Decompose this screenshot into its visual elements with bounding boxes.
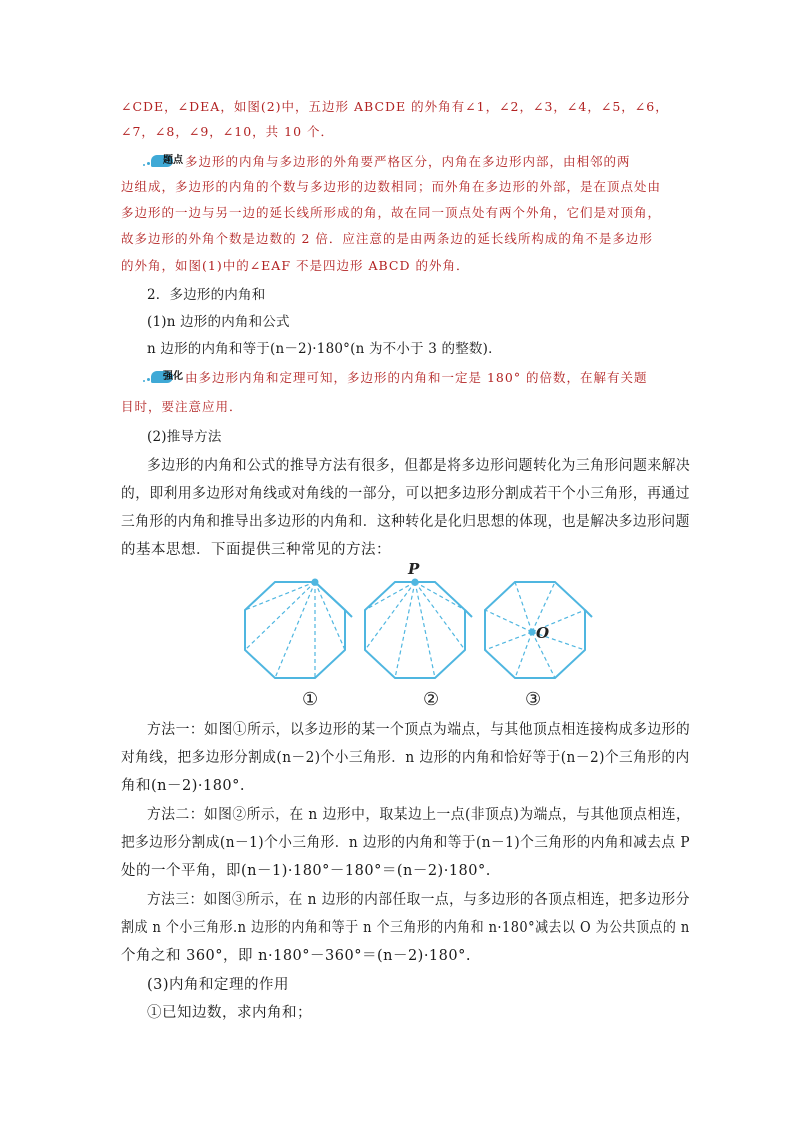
point-p <box>413 580 418 585</box>
paragraph-line: 把多边形分割成(n－1)个小三角形．n 边形的内角和等于(n－1)个三角形的内角和减去点 P <box>121 835 691 851</box>
subsection-heading: (3)内角和定理的作用 <box>147 977 290 993</box>
paragraph-line: ①已知边数，求内角和； <box>147 1005 312 1021</box>
paragraph-line: 对角线，把多边形分割成(n－2)个小三角形．n 边形的内角和恰好等于(n－2)个三角形的内 <box>121 750 690 766</box>
paragraph-line: 方法一：如图①所示，以多边形的某一个顶点为端点，与其他顶点相连接构成多边形的 <box>147 722 691 738</box>
note-line <box>147 152 667 172</box>
paragraph-line: 角和(n－2)·180°. <box>121 778 246 794</box>
paragraph-line: 个角之和 360°，即 n·180°－360°＝(n－2)·180°. <box>121 948 471 964</box>
text-line: 的外角，如图(1)中的∠EAF 不是四边形 ABCD 的外角． <box>121 258 470 273</box>
note-tag-icon: 题点 <box>147 154 181 168</box>
text-line: ∠7，∠8，∠9，∠10，共 10 个． <box>121 124 335 139</box>
text-line: 多边形的内角与多边形的外角要严格区分，内角在多边形内部，由相邻的两 <box>185 154 631 169</box>
note-line <box>147 368 667 388</box>
text-line: 由多边形内角和定理可知，多边形的内角和一定是 180° 的倍数，在解有关题 <box>185 370 648 385</box>
vertex-point <box>313 580 318 585</box>
polygon-figures <box>240 560 600 710</box>
paragraph-line: 割成 n 个小三角形.n 边形的内角和等于 n 个三角形的内角和 n·180°减去以 O 为公共顶点的 n <box>121 920 690 936</box>
polygon-figure-1 <box>245 580 352 679</box>
paragraph-line: 处的一个平角，即(n－1)·180°－180°＝(n－2)·180°. <box>121 863 491 879</box>
formula-line: n 边形的内角和等于(n－2)·180°(n 为不小于 3 的整数)． <box>147 341 502 357</box>
subsection-heading: (2)推导方法 <box>147 429 222 445</box>
text-line: 故多边形的外角个数是边数的 2 倍．应注意的是由两条边的延长线所构成的角不是多边形 <box>121 231 653 246</box>
figure-caption-2: ② <box>423 689 440 710</box>
paragraph-line: 的，即利用多边形对角线或对角线的一部分，可以把多边形分割成若干个小三角形，再通过 <box>121 486 690 502</box>
polygon-figure-2 <box>365 580 472 679</box>
text-line: ∠CDE，∠DEA，如图(2)中，五边形 ABCDE 的外角有∠1，∠2，∠3，∠4，∠5，∠6， <box>121 99 669 114</box>
note-tag-icon: 强化 <box>147 370 181 384</box>
label-p: P <box>408 560 420 578</box>
paragraph-line: 方法三：如图③所示，在 n 边形的内部任取一点，与多边形的各顶点相连，把多边形分 <box>147 892 690 908</box>
label-o: O <box>536 624 550 642</box>
paragraph-line: 多边形的内角和公式的推导方法有很多，但都是将多边形问题转化为三角形问题来解决 <box>147 458 691 474</box>
paragraph-line: 的基本思想．下面提供三种常见的方法： <box>121 542 391 558</box>
section-heading: 2．多边形的内角和 <box>147 287 266 303</box>
paragraph-line: 三角形的内角和推导出多边形的内角和．这种转化是化归思想的体现，也是解决多边形问题 <box>121 514 690 530</box>
point-o <box>530 630 535 635</box>
text-line: 多边形的一边与另一边的延长线所形成的角，故在同一顶点处有两个外角，它们是对顶角， <box>121 205 662 220</box>
subsection-heading: (1)n 边形的内角和公式 <box>147 314 290 330</box>
text-line: 边组成，多边形的内角的个数与多边形的边数相同；而外角在多边形的外部，是在顶点处由 <box>121 179 662 194</box>
paragraph-line: 方法二：如图②所示，在 n 边形中，取某边上一点(非顶点)为端点，与其他顶点相连， <box>147 807 691 823</box>
figure-caption-3: ③ <box>525 689 542 710</box>
text-line: 目时，要注意应用． <box>121 399 243 414</box>
figure-caption-1: ① <box>302 689 319 710</box>
